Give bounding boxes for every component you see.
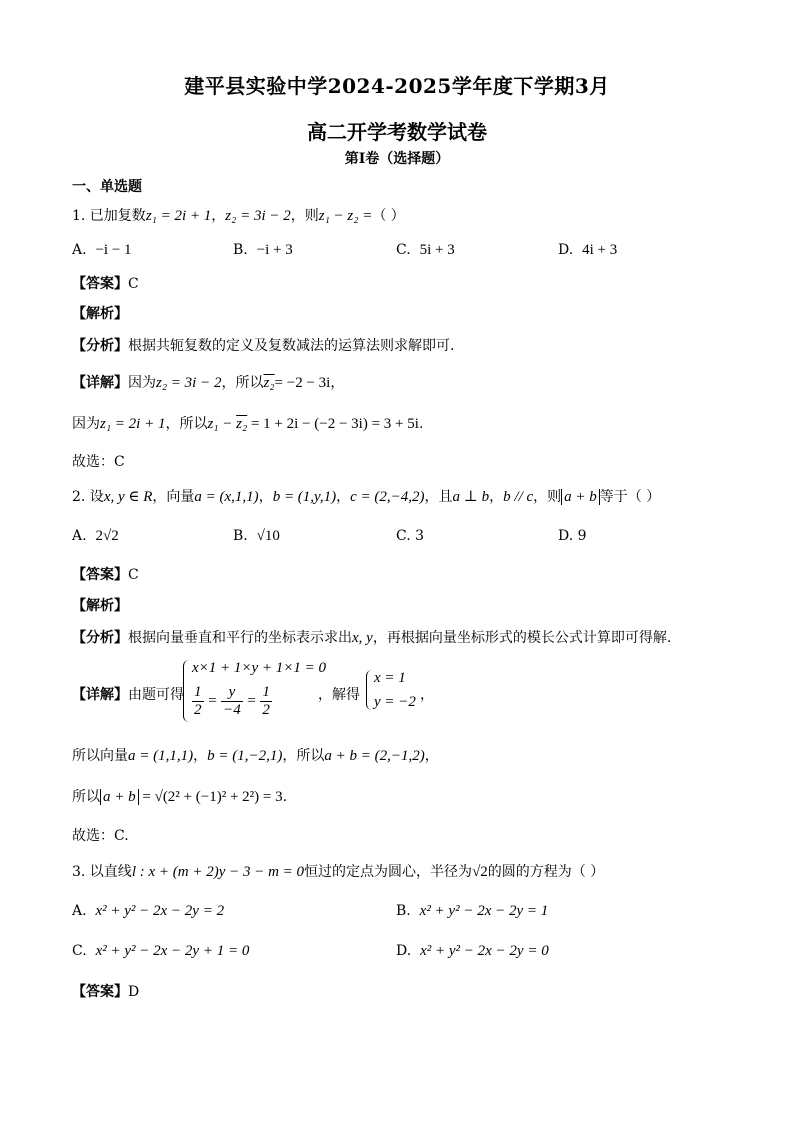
q1-option-b: B. −i + 3 — [233, 242, 293, 258]
q2-option-a: A. 2√2 — [72, 528, 119, 544]
q3-option-c: C. x² + y² − 2x − 2y + 1 = 0 — [72, 943, 250, 959]
q3-option-a: A. x² + y² − 2x − 2y = 2 — [72, 903, 225, 919]
q1-z1: z₁ = 2i + 1 — [145, 208, 212, 224]
q1-analysis-label: 【解析】 — [72, 306, 128, 322]
q1-z2: z₂ = 3i − 2 — [225, 208, 291, 224]
q1-fenxi: 【分析】根据共轭复数的定义及复数减法的运算法则求解即可. — [72, 338, 455, 354]
q3-answer: 【答案】D — [72, 984, 140, 1000]
q3-option-b: B. x² + y² − 2x − 2y = 1 — [396, 903, 549, 919]
q2-system-line1: x×1 + 1×y + 1×1 = 0 — [192, 660, 327, 676]
q2-option-d: D. 9 — [558, 528, 587, 544]
q1-choice: 故选：C — [72, 454, 125, 470]
q1-stem: 1. 已加复数z₁ = 2i + 1，z₂ = 3i − 2，则z₁ − z₂ =（ ） — [72, 208, 405, 224]
q1-detail-line1: 【详解】因为z₂ = 3i − 2，所以z₂= −2 − 3i， — [72, 375, 345, 391]
section-heading: 一、单选题 — [72, 179, 142, 195]
q3-option-d: D. x² + y² − 2x − 2y = 0 — [396, 943, 549, 959]
exam-title-line1: 建平县实验中学2024-2025学年度下学期3月 — [184, 74, 610, 98]
q1-detail-line2: 因为z₁ = 2i + 1，所以z₁ − z₂ = 1 + 2i − (−2 − 3i) = 3 + 5i. — [72, 416, 424, 432]
q1-answer: 【答案】C — [72, 276, 139, 292]
q2-detail-line4: 所以 a + b = √(2² + (−1)² + 2²) = 3. — [72, 789, 288, 805]
q1-option-c: C. 5i + 3 — [396, 242, 455, 258]
q3-stem: 3. 以直线l : x + (m + 2)y − 3 − m = 0恒过的定点为圆心，半径为√2的圆的方程为（ ） — [72, 864, 605, 880]
q2-solution-x: x = 1 — [374, 670, 406, 686]
exam-title-line2: 高二开学考数学试卷 — [307, 120, 487, 144]
q1-expr: z₁ − z₂ = — [318, 208, 373, 224]
q2-analysis-label: 【解析】 — [72, 598, 128, 614]
q2-system-line2: $\frac{1}{2}$ = $\frac{y}{-4}$ = $\frac{1}{2}$ — [194, 684, 270, 718]
q2-detail-label: 【详解】由题可得 — [72, 687, 184, 703]
q2-fenxi: 【分析】根据向量垂直和平行的坐标表示求出x, y，再根据向量坐标形式的模长公式计算即可得解. — [72, 630, 672, 646]
q2-option-b: B. √10 — [233, 528, 280, 544]
q2-solve-label: ，解得 — [318, 687, 360, 703]
q2-stem: 2. 设x, y ∈ R，向量a = (x,1,1)，b = (1,y,1)，c = (2,−4,2)，且a ⊥ b，b // c，则 a + b 等于（ ） — [72, 489, 661, 505]
q1-option-d: D. 4i + 3 — [558, 242, 618, 258]
q2-solution-y: y = −2 — [374, 694, 416, 710]
q2-answer: 【答案】C — [72, 567, 139, 583]
q2-option-c: C. 3 — [396, 528, 425, 544]
q2-detail-line3: 所以向量a = (1,1,1)，b = (1,−2,1)，所以a + b = (2,−1,2)， — [72, 748, 439, 764]
volume-title: 第Ⅰ卷（选择题） — [344, 151, 450, 167]
q2-choice: 故选：C. — [72, 828, 129, 844]
q1-option-a: A. −i − 1 — [72, 242, 132, 258]
